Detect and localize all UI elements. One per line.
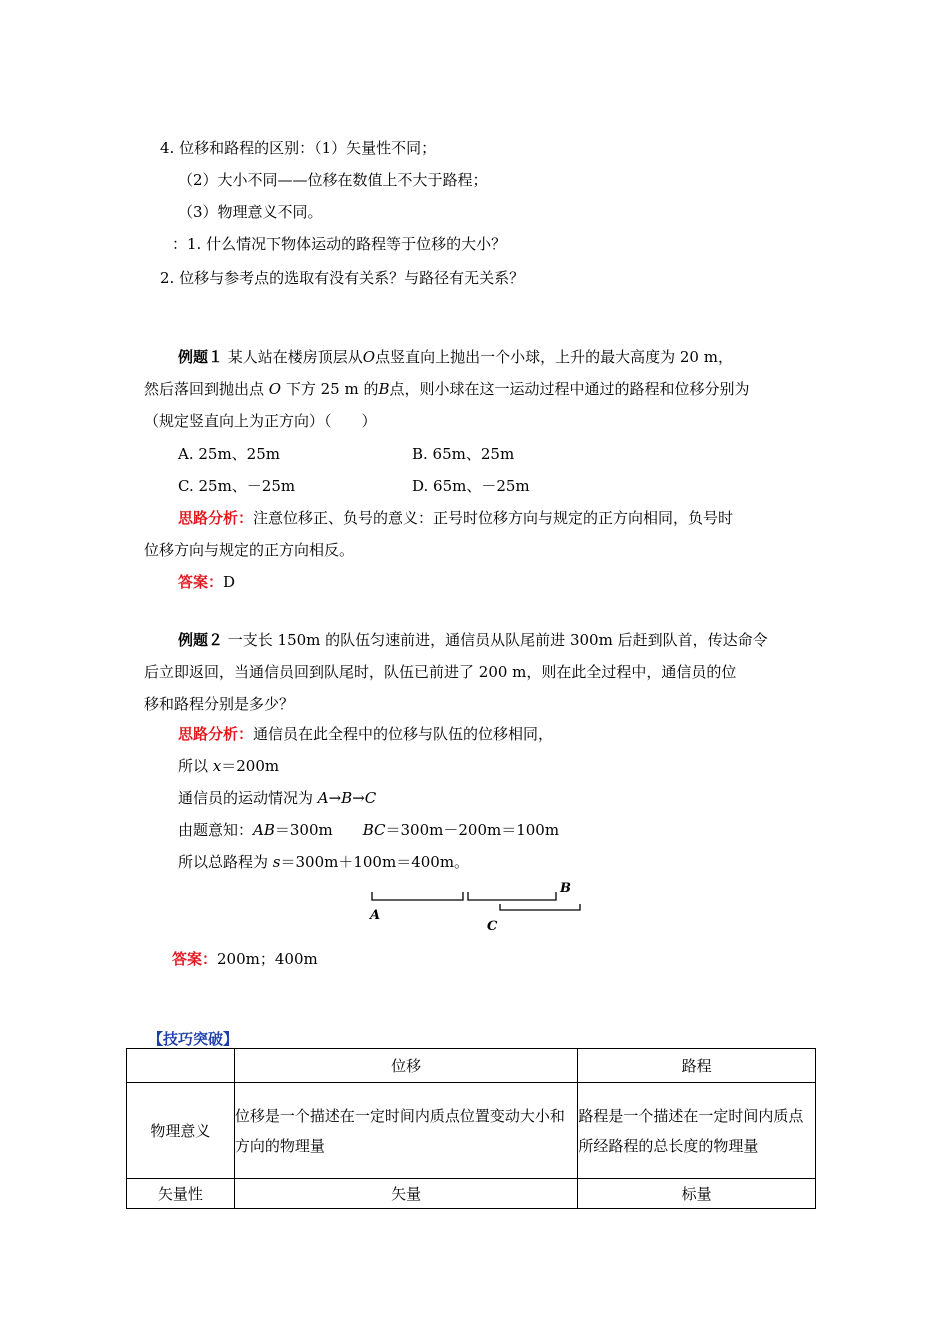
example1-text-2b: 下方 25 m 的 (281, 380, 379, 398)
example1-analysis (178, 508, 733, 528)
example1-line2 (144, 379, 750, 399)
example1-line3: （规定竖直向上为正方向）（ ） (144, 412, 377, 430)
example1-answer (178, 572, 235, 592)
answer-value: D (223, 573, 236, 591)
table-row (127, 1083, 816, 1179)
point-4-3: （3）物理意义不同。 (178, 203, 323, 221)
label-C: C (487, 919, 498, 934)
cell-displacement-vector: 矢量 (234, 1179, 577, 1209)
question-1: ：1. 什么情况下物体运动的路程等于位移的大小？ (172, 235, 507, 253)
example2-line1 (178, 630, 768, 650)
var-s: s (272, 853, 281, 871)
point-O: O (362, 348, 376, 366)
example2-answer (172, 949, 318, 969)
solution-step-4 (178, 852, 469, 872)
cell-distance-meaning: 路程是一个描述在一定时间内质点所经路程的总长度的物理量 (578, 1083, 816, 1179)
point-4: 4. 位移和路程的区别：（1）矢量性不同； (160, 139, 437, 157)
option-a: A. 25m、25m (178, 445, 280, 463)
answer-label: 答案： (178, 573, 224, 591)
point-4-2: （2）大小不同——位移在数值上不大于路程； (178, 171, 488, 189)
example2-line3: 移和路程分别是多少？ (144, 695, 295, 713)
solution-step-3 (178, 820, 559, 840)
cell-distance-scalar: 标量 (578, 1179, 816, 1209)
table-header-cell (127, 1049, 235, 1083)
row-label-vector: 矢量性 (127, 1179, 235, 1209)
answer-value-2: 200m；400m (217, 950, 318, 968)
analysis-text: 注意位移正、负号的意义：正号时位移方向与规定的正方向相同，负号时 (253, 509, 734, 527)
example1-text: 某人站在楼房顶层从 (223, 348, 363, 366)
step1-b: ＝200m (221, 757, 280, 775)
table-header-distance: 路程 (578, 1049, 816, 1083)
table-row (127, 1179, 816, 1209)
answer-label-2: 答案： (172, 950, 218, 968)
example1-text-b: 点竖直向上抛出一个小球，上升的最大高度为 20 m， (375, 348, 733, 366)
step3-b: ＝300m (274, 821, 363, 839)
analysis-label-2: 思路分析： (178, 725, 254, 743)
step4-b: ＝300m＋100m＝400m。 (280, 853, 470, 871)
label-A: A (370, 908, 381, 923)
step1-a: 所以 (178, 757, 213, 775)
step2-a: 通信员的运动情况为 (178, 789, 318, 807)
skills-title: 【技巧突破】 (148, 1030, 239, 1048)
segment-to-B (468, 892, 556, 900)
point-B: B (378, 380, 390, 398)
example1-label: 例题１ (178, 348, 224, 366)
row-label-meaning: 物理意义 (127, 1083, 235, 1179)
step3-c: ＝300m－200m＝100m (385, 821, 560, 839)
example1-text-2c: 点，则小球在这一运动过程中通过的路程和位移分别为 (389, 380, 750, 398)
example1-line1 (178, 347, 733, 367)
example2-analysis (178, 724, 553, 744)
question-2: 2. 位移与参考点的选取有没有关系？与路径有无关系？ (160, 269, 525, 287)
seg-AB: AB (253, 821, 275, 839)
example1-text-2a: 然后落回到抛出点 (144, 380, 269, 398)
var-x: x (212, 757, 222, 775)
example2-line2: 后立即返回，当通信员回到队尾时，队伍已前进了 200 m，则在此全过程中，通信员的位 (144, 663, 737, 681)
option-d: D. 65m、－25m (412, 477, 530, 495)
label-B: B (560, 881, 571, 896)
point-O-2: O (268, 380, 282, 398)
step3-a: 由题意知： (178, 821, 254, 839)
option-c: C. 25m、－25m (178, 477, 296, 495)
segment-return-C (500, 904, 580, 910)
example2-text: 一支长 150m 的队伍匀速前进，通信员从队尾前进 300m 后赶到队首，传达命令 (223, 631, 768, 649)
cell-displacement-meaning: 位移是一个描述在一定时间内质点位置变动大小和方向的物理量 (234, 1083, 577, 1179)
step4-a: 所以总路程为 (178, 853, 273, 871)
option-b: B. 65m、25m (412, 445, 515, 463)
analysis-text-2: 通信员在此全程中的位移与队伍的位移相同， (253, 725, 554, 743)
example1-analysis-2: 位移方向与规定的正方向相反。 (144, 541, 355, 559)
seg-BC: BC (362, 821, 386, 839)
example2-label: 例题２ (178, 631, 224, 649)
comparison-table (126, 1048, 816, 1209)
segment-A-start (372, 892, 463, 900)
table-header-row (127, 1049, 816, 1083)
table-header-displacement: 位移 (234, 1049, 577, 1083)
solution-step-1 (178, 756, 279, 776)
motion-diagram (360, 874, 600, 936)
solution-step-2 (178, 788, 376, 808)
analysis-label: 思路分析： (178, 509, 254, 527)
motion-path: A→B→C (317, 789, 377, 807)
